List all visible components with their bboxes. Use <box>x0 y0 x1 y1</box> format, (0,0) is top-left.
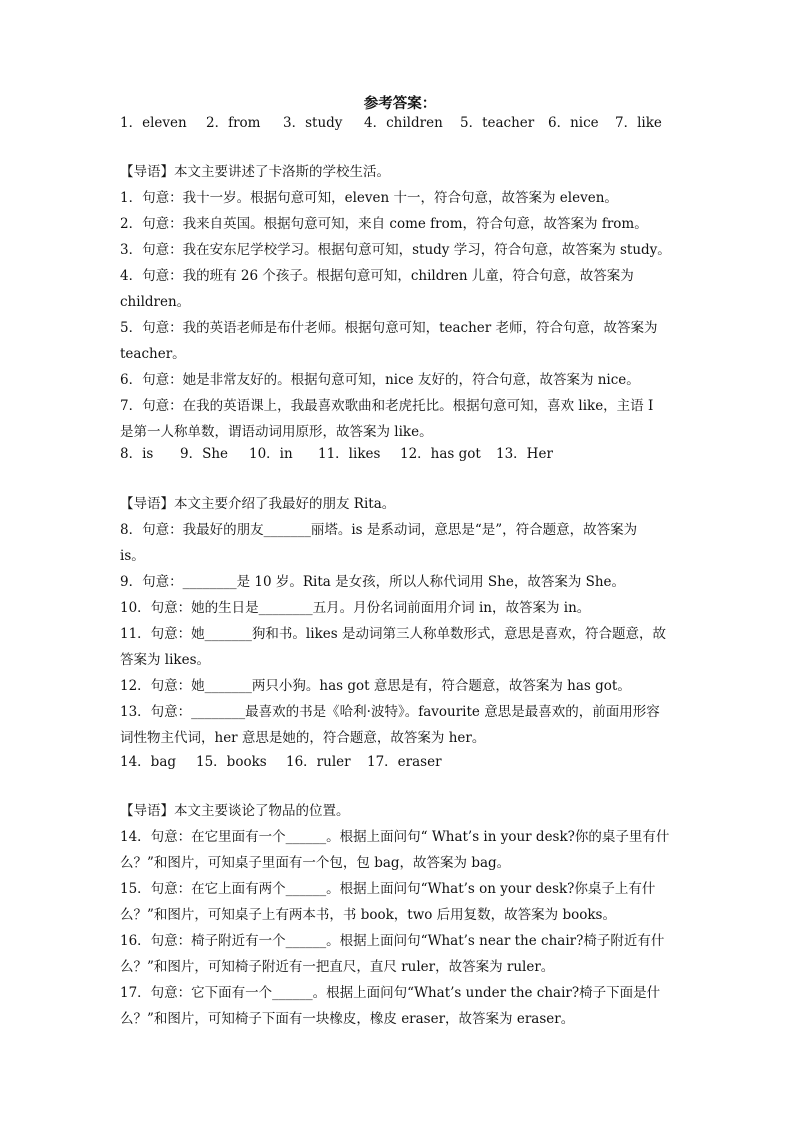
section-1-explanations <box>120 159 680 445</box>
explanation-line: 14．句意：在它里面有一个______。根据上面问句“ What’s in your desk?你的桌子里有什 <box>120 829 670 845</box>
answer-item: 6．nice <box>548 115 599 131</box>
explanation-line: 是第一人称单数，谓语动词用原形，故答案为 like。 <box>120 424 433 440</box>
answer-item: 7．like <box>615 115 662 131</box>
answer-item: 16．ruler <box>286 754 351 770</box>
answer-item: 9．She <box>180 446 229 462</box>
explanation-line: 11．句意：她_______狗和书。likes 是动词第三人称单数形式，意思是喜欢，符合题意，故 <box>120 626 666 642</box>
explanation-line: 5．句意：我的英语老师是布什老师。根据句意可知，teacher 老师，符合句意，故答案为 <box>120 320 658 336</box>
answer-item: 4．children <box>364 115 443 131</box>
page-title: 参考答案： <box>363 95 437 112</box>
section-intro: 【导语】本文主要介绍了我最好的朋友 Rita。 <box>120 496 396 512</box>
explanation-line: 8．句意：我最好的朋友_______丽塔。is 是系动词，意思是“是”，符合题意，故答案为 <box>120 522 638 538</box>
section-intro: 【导语】本文主要谈论了物品的位置。 <box>120 803 350 819</box>
explanation-line: 6．句意：她是非常友好的。根据句意可知，nice 友好的，符合句意，故答案为 nice。 <box>120 372 640 388</box>
answer-item: 3．study <box>283 115 343 131</box>
explanation-line: is。 <box>120 548 145 564</box>
explanation-line: 2．句意：我来自英国。根据句意可知，来自 come from，符合句意，故答案为 from。 <box>120 216 648 232</box>
section-intro: 【导语】本文主要讲述了卡洛斯的学校生活。 <box>120 164 390 180</box>
explanation-line: 17．句意：它下面有一个______。根据上面问句“What’s under the chair?椅子下面是什 <box>120 985 661 1001</box>
answer-item: 15．books <box>196 754 267 770</box>
explanation-line: children。 <box>120 294 191 310</box>
answer-item: 5．teacher <box>460 115 535 131</box>
answer-item: 8．is <box>120 446 154 462</box>
answer-item: 11．likes <box>318 446 381 462</box>
explanation-line: 么？”和图片，可知椅子下面有一块橡皮，橡皮 eraser，故答案为 eraser。 <box>120 1011 575 1027</box>
explanation-line: 4．句意：我的班有 26 个孩子。根据句意可知，children 儿童，符合句意，故答案为 <box>120 268 634 284</box>
explanation-line: teacher。 <box>120 346 186 362</box>
section-3-explanations <box>120 798 680 1032</box>
explanation-line: 9．句意：________是 10 岁。Rita 是女孩，所以人称代词用 She，故答案为 She。 <box>120 574 626 590</box>
explanation-line: 么？”和图片，可知椅子附近有一把直尺，直尺 ruler，故答案为 ruler。 <box>120 959 555 975</box>
explanation-line: 7．句意：在我的英语课上，我最喜欢歌曲和老虎托比。根据句意可知，喜欢 like，主语 I <box>120 398 654 414</box>
explanation-line: 13．句意：________最喜欢的书是《哈利·波特》。favourite 意思是最喜欢的，前面用形容 <box>120 704 660 720</box>
explanation-line: 3．句意：我在安东尼学校学习。根据句意可知，study 学习，符合句意，故答案为 study。 <box>120 242 671 258</box>
explanation-line: 么？”和图片，可知桌子上有两本书，书 book，two 后用复数，故答案为 books。 <box>120 907 616 923</box>
answer-item: 12．has got <box>400 446 481 462</box>
explanation-line: 答案为 likes。 <box>120 652 211 668</box>
answer-item: 17．eraser <box>367 754 442 770</box>
explanation-line: 12．句意：她_______两只小狗。has got 意思是有，符合题意，故答案为 has got。 <box>120 678 631 694</box>
explanation-line: 词性物主代词，her 意思是她的，符合题意，故答案为 her。 <box>120 730 486 746</box>
explanation-line: 15．句意：在它上面有两个______。根据上面问句“What’s on your desk?你桌子上有什 <box>120 881 656 897</box>
answer-item: 14．bag <box>120 754 177 770</box>
explanation-line: 么？”和图片，可知桌子里面有一个包，包 bag，故答案为 bag。 <box>120 855 511 871</box>
explanation-line: 1．句意：我十一岁。根据句意可知，eleven 十一，符合句意，故答案为 eleven。 <box>120 190 618 206</box>
answer-item: 2．from <box>206 115 261 131</box>
answer-item: 1．eleven <box>120 115 187 131</box>
explanation-line: 10．句意：她的生日是________五月。月份名词前面用介词 in，故答案为 in。 <box>120 600 591 616</box>
answer-item: 10．in <box>249 446 293 462</box>
explanation-line: 16．句意：椅子附近有一个______。根据上面问句“What’s near the chair?椅子附近有什 <box>120 933 665 949</box>
answer-item: 13．Her <box>496 446 553 462</box>
section-2-explanations <box>120 491 680 751</box>
